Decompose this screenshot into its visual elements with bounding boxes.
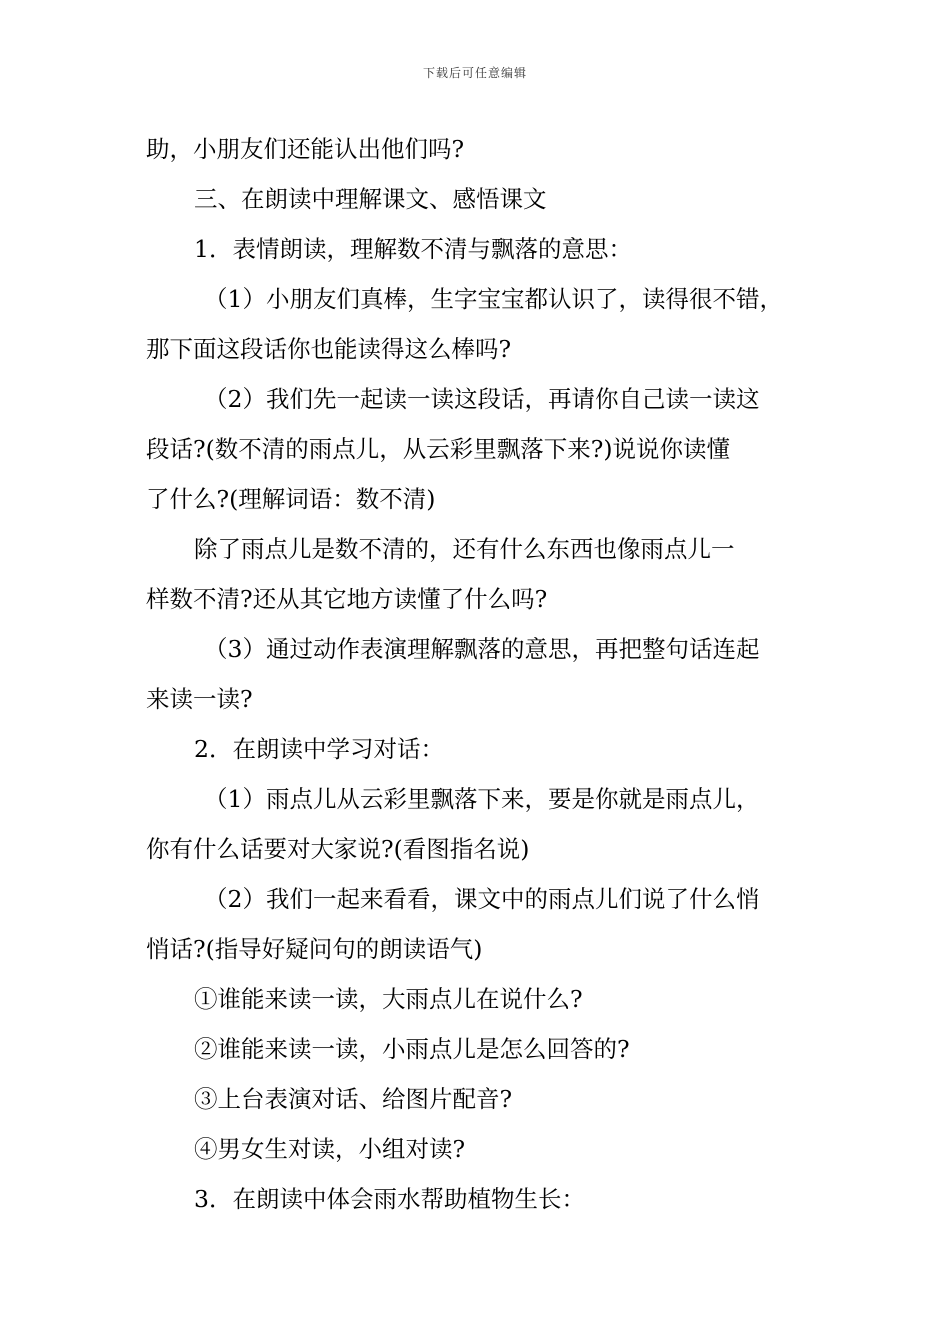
text-line: 悄话?(指导好疑问句的朗读语气) xyxy=(146,935,483,963)
text-line: 那下面这段话你也能读得这么棒吗? xyxy=(146,335,512,363)
subsection-heading: 2．在朗读中学习对话： xyxy=(194,735,444,763)
list-item: ④男女生对读，小组对读? xyxy=(194,1135,466,1163)
list-item: ②谁能来读一读，小雨点儿是怎么回答的? xyxy=(194,1035,630,1063)
section-heading: 三、在朗读中理解课文、感悟课文 xyxy=(194,185,547,213)
subsection-heading: 1．表情朗读，理解数不清与飘落的意思： xyxy=(194,235,632,263)
document-body xyxy=(146,124,826,1224)
subsection-heading: 3．在朗读中体会雨水帮助植物生长： xyxy=(194,1185,585,1213)
text-line: （3）通过动作表演理解飘落的意思，再把整句话连起 xyxy=(204,635,760,663)
text-line: （2）我们先一起读一读这段话，再请你自己读一读这 xyxy=(204,385,760,413)
text-line: 助，小朋友们还能认出他们吗? xyxy=(146,135,465,163)
text-line: 来读一读? xyxy=(146,685,253,713)
text-line: （2）我们一起来看看，课文中的雨点儿们说了什么悄 xyxy=(204,885,760,913)
text-line: （1）小朋友们真棒，生字宝宝都认识了，读得很不错， xyxy=(204,285,783,313)
text-line: 除了雨点儿是数不清的，还有什么东西也像雨点儿一 xyxy=(194,535,735,563)
list-item: ③上台表演对话、给图片配音? xyxy=(194,1085,513,1113)
text-line: 你有什么话要对大家说?(看图指名说) xyxy=(146,835,530,863)
text-line: 了什么?(理解词语：数不清) xyxy=(146,485,436,513)
text-line: 样数不清?还从其它地方读懂了什么吗? xyxy=(146,585,548,613)
page-header: 下载后可任意编辑 xyxy=(422,66,527,80)
list-item: ①谁能来读一读，大雨点儿在说什么? xyxy=(194,985,583,1013)
text-line: （1）雨点儿从云彩里飘落下来，要是你就是雨点儿， xyxy=(204,785,760,813)
text-line: 段话?(数不清的雨点儿，从云彩里飘落下来?)说说你读懂 xyxy=(146,435,731,463)
